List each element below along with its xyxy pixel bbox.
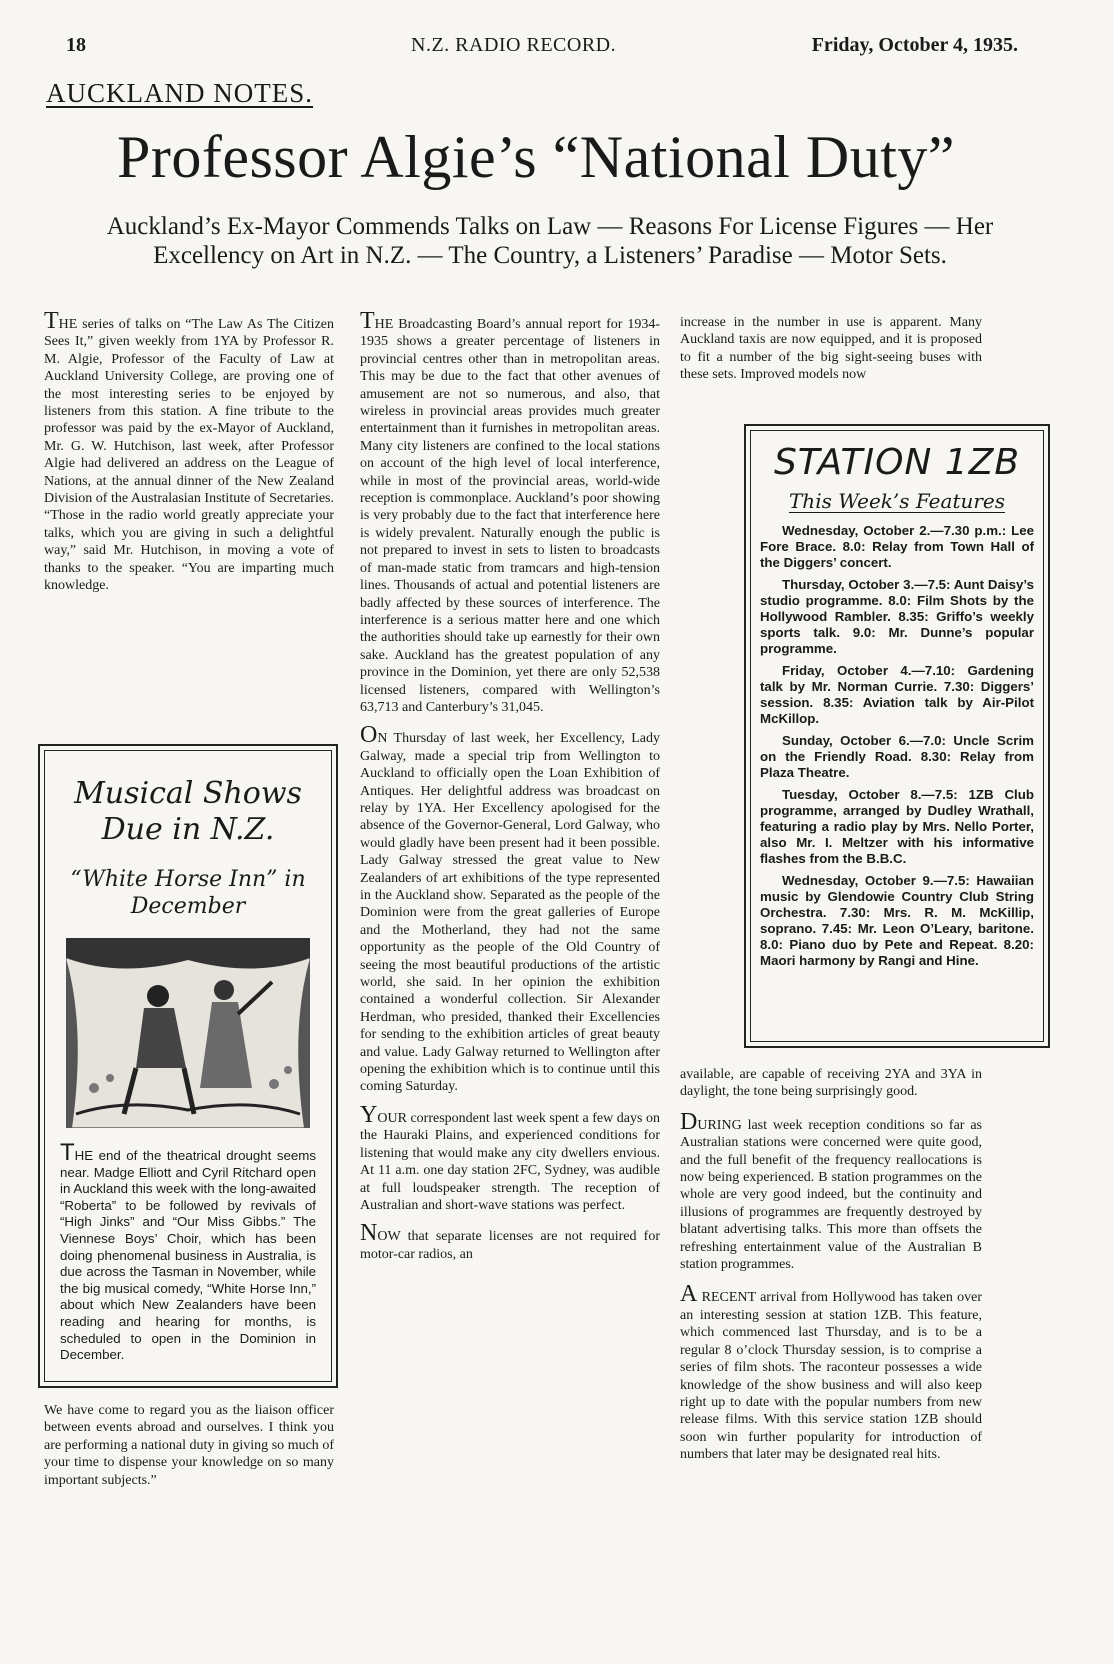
schedule-day: Tuesday, October 8.—7.5: 1ZB Club programme, arranged by Dudley Wrathall, featuring a radio play by Mrs. Nello Porter, also Mr. I. Meltzer with his informative flashes from the B.B.C. (760, 787, 1034, 866)
reception-article (680, 1108, 982, 1274)
column-2 (360, 308, 660, 1275)
column-3 (680, 314, 982, 396)
algie-article-text: HE series of talks on “The Law As The Citizen Sees It,” given weekly from 1YA by Professor R. M. Algie, Professor of the Faculty of Law at Auckland University College, are proving one of the most interesting series to be enjoyed by listeners from this station. A fine tribute to the professor was paid by the ex-Mayor of Auckland, Mr. G. W. Hutchison, last week, after Professor Algie had delivered an address on the League of Nations, at the annual dinner of the New Zealand Division of the Australasian Institute of Secretaries. “Those in the radio world greatly appreciate your talks, which you are giving in such a delightful way,” said Mr. Hutchison, in moving a vote of thanks to the speaker. “You are imparting much knowledge. (44, 317, 334, 594)
drop-cap: T (360, 308, 375, 334)
drop-cap: T (60, 1139, 75, 1166)
drop-cap: Y (360, 1101, 378, 1128)
musical-box-subtitle: “White Horse Inn” in December (70, 867, 306, 919)
drop-cap: T (44, 308, 59, 334)
schedule-day: Thursday, October 3.—7.5: Aunt Daisy’s studio programme. 8.0: Film Shots by the Hollywood Rambler. 8.35: Griffo’s weekly sports talk. 9.0: Mr. Dunne’s popular programme. (760, 577, 1034, 656)
station-schedule (760, 523, 1034, 969)
column-1 (44, 308, 334, 607)
page-title: Professor Algie’s “National Duty” (116, 124, 955, 190)
reception-text: URING last week reception conditions so far as Australian stations were concerned were quite good, and the full benefit of the frequency reallocations is now being experienced. B station programmes on the whole are very good indeed, but the continuity and illusions of programmes are frequently destroyed by blatant advertising talks. This more than offsets the refreshing entertainment value of the Australian B station programmes. (680, 1117, 982, 1273)
hollywood-article (680, 1281, 982, 1463)
running-header (66, 34, 1018, 58)
drop-cap: A (680, 1281, 698, 1308)
algie-article-continued: We have come to regard you as the liaison officer between events abroad and ourselves. I think you are performing a national duty in giving so much of your time to dispense your knowledge on so many important subjects.” (44, 1403, 334, 1488)
station-box-title: STATION 1ZB (773, 442, 1021, 483)
hauraki-text: OUR correspondent last week spent a few days on the Hauraki Plains, and experienced conditions for listening that would make any city dwellers envious. At 11 a.m. one day station 2FC, Sydney, was audible at full loudspeaker strength. The reception of Australian and short-wave stations was perfect. (360, 1110, 660, 1213)
station-1zb-box (744, 424, 1050, 1048)
algie-article (44, 308, 334, 595)
motor-sets-text: OW that separate licenses are not required for motor-car radios, an (360, 1229, 660, 1262)
musical-box-text: HE end of the theatrical drought seems near. Madge Elliott and Cyril Ritchard open in Auckland this week with the long-awaited “Roberta” to be followed by revivals of “High Jinks” and “Our Miss Gibbs.” The Viennese Boys’ Choir, which has been doing phenomenal business in Australia, is due across the Tasman in November, while the big musical comedy, “White Horse Inn,” about which New Zealanders have been reading and hearing for months, is scheduled to open in the Dominion in December. (60, 1148, 316, 1363)
page-number: 18 (66, 34, 86, 56)
schedule-day: Sunday, October 6.—7.0: Uncle Scrim on the Friendly Road. 8.30: Relay from Plaza Theatre. (760, 733, 1034, 780)
hauraki-article (360, 1101, 660, 1214)
schedule-day: Friday, October 4.—7.10: Gardening talk by Mr. Norman Currie. 7.30: Diggers’ session. 8.35: Aviation talk by Air-Pilot McKillop. (760, 663, 1034, 726)
theatre-scene-illustration-icon (66, 938, 310, 1128)
musical-box-title: Musical Shows Due in N.Z. (74, 776, 302, 847)
issue-date: Friday, October 4, 1935. (811, 34, 1018, 56)
motor-sets-continued: increase in the number in use is apparent. Many Auckland taxis are now equipped, and it is proposed to fit a number of the big sight-seeing buses with these sets. Improved models now (680, 315, 982, 383)
drop-cap: N (360, 1220, 378, 1247)
lady-galway-article (360, 722, 660, 1096)
broadcasting-board-article (360, 308, 660, 716)
musical-box-body (60, 1139, 316, 1364)
drop-cap: D (680, 1108, 698, 1135)
subheadline: Auckland’s Ex-Mayor Commends Talks on Law — Reasons For License Figures — Her Excellency on Art in N.Z. — The Country, a Listeners’ Paradise — Motor Sets. (106, 213, 994, 269)
musical-shows-box (38, 744, 338, 1388)
column-3-continued (680, 1066, 982, 1478)
schedule-day: Wednesday, October 2.—7.30 p.m.: Lee Fore Brace. 8.0: Relay from Town Hall of the Diggers’ concert. (760, 523, 1034, 570)
schedule-day: Wednesday, October 9.—7.5: Hawaiian music by Glendowie Country Club String Orchestra. 7.30: Mrs. R. M. McKillip, soprano. 7.45: Mr. Leon O’Leary, baritone. 8.0: Piano duo by Pete and Repeat. 8.20: Maori harmony by Rangi and Hine. (760, 873, 1034, 968)
motor-sets-tail: available, are capable of receiving 2YA and 3YA in daylight, the tone being surprisingly good. (680, 1067, 982, 1100)
station-box-subtitle: This Week’s Features (788, 489, 1006, 513)
motor-sets-article (360, 1220, 660, 1263)
section-label: AUCKLAND NOTES. (46, 78, 313, 108)
drop-cap: O (360, 722, 378, 749)
hollywood-text: RECENT arrival from Hollywood has taken over an interesting session at station 1ZB. This feature, which commenced last Thursday, and is to be a regular 8 o’clock Thursday session, is to comprise a series of film shots. The raconteur possesses a wide knowledge of the show business and will also keep right up to date with the popular numbers from new release films. With this service station 1ZB should soon win further popularity for introduction of numbers that later may be designated real hits. (680, 1290, 982, 1463)
broadcasting-board-text: HE Broadcasting Board’s annual report for 1934-1935 shows a greater percentage of listeners in provincial centres other than in metropolitan areas. This may be due to the fact that other avenues of amusement are not so numerous, and also, that wireless in provincial areas provides much greater entertainment than it furnishes in metropolitan areas. Many city listeners are confined to the local stations on account of the high level of local interference, while in most of the provincial areas, world-wide reception is commonplace. Auckland’s poor showing is very probably due to the fact that interference here is widely prevalent. Naturally enough the public is not prepared to invest in sets to listen to broadcasts of man-made static from tramcars and high-tension lines. Thousands of actual and potential listeners are badly affected by these sources of interference. The interference is a serious matter here and one which the authorities should take up earnestly for their own sake. Auckland has the greatest population of any province in the Dominion, yet there are only 52,538 licensed listeners, compared with Wellington’s 63,713 and Canterbury’s 31,045. (360, 317, 660, 715)
lady-galway-text: N Thursday of last week, her Excellency, Lady Galway, made a special trip from Wellington to Auckland to officially open the Loan Exhibition of Antiques. Her delightful address was broadcast on relay by 1YA. Her Excellency apologised for the absence of the Governor-General, Lord Galway, who would gladly have been present had it been possible. Lady Galway stressed the great value to New Zealanders of art exhibitions of the type represented in the Auckland show. Separated as the people of the Dominion were from the great galleries of Europe and the Motherland, they had not the same opportunity as the people of the Old Country of seeing the most beautiful productions of the artistic world, she said. In her opinion the exhibition contained a wonderful collection. Sir Alexander Herdman, who presided, thanked their Excellencies for sending to the exhibition articles of great beauty and value. Lady Galway returned to Wellington after opening the exhibition which is to continue until this coming Saturday. (360, 731, 660, 1095)
publication-name: N.Z. RADIO RECORD. (411, 34, 617, 56)
